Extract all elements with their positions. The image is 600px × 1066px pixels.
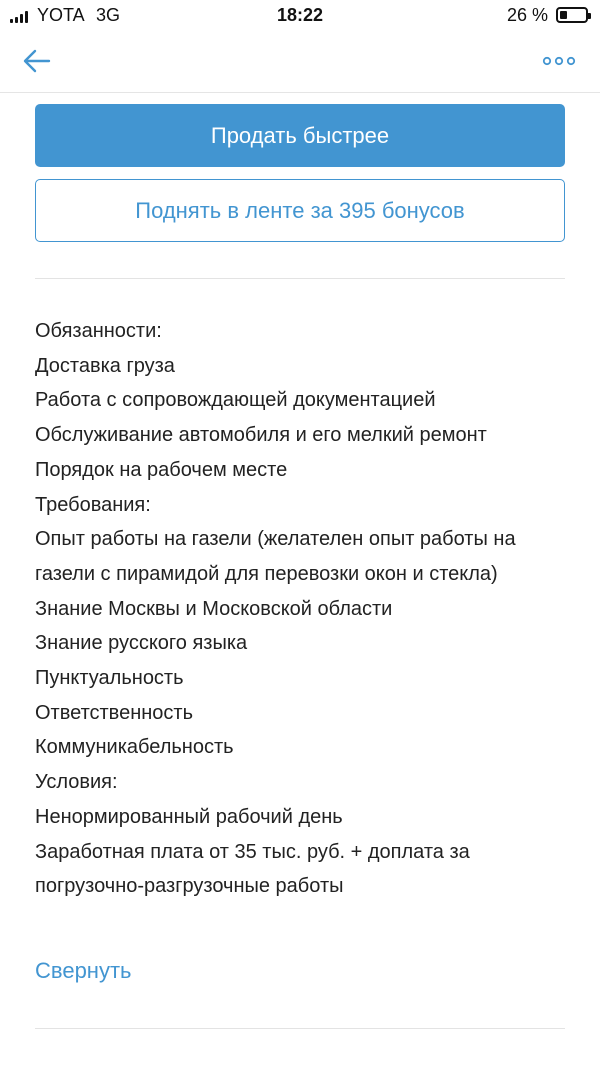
- sell-faster-button[interactable]: Продать быстрее: [35, 104, 565, 167]
- description-line: Опыт работы на газели (желателен опыт работы на: [35, 528, 516, 551]
- description-line: Обязанности:: [35, 320, 162, 342]
- navigation-bar: [0, 32, 600, 93]
- network-type: 3G: [96, 5, 121, 25]
- clock: 18:22: [276, 5, 324, 25]
- collapse-link[interactable]: Свернуть: [35, 958, 132, 983]
- battery-icon: [556, 7, 588, 23]
- description-line: Знание Москвы и Московской области: [35, 597, 393, 620]
- divider: [35, 278, 565, 279]
- job-description: [35, 314, 565, 904]
- description-line: Ненормированный рабочий день: [35, 805, 343, 828]
- description-line: Условия:: [35, 771, 118, 794]
- battery-percent: 26 %: [506, 5, 548, 25]
- back-button[interactable]: [22, 48, 52, 74]
- description-line: Требования:: [35, 493, 151, 516]
- description-line: Работа с сопровождающей документацией: [35, 389, 436, 412]
- description-line: газели с пирамидой для перевозки окон и стекла): [35, 562, 498, 585]
- status-bar: [0, 0, 600, 32]
- more-horizontal-icon: [542, 48, 576, 74]
- description-line: погрузочно-разгрузочные работы: [35, 875, 344, 898]
- divider: [35, 1028, 565, 1029]
- more-options-button[interactable]: [542, 48, 576, 74]
- arrow-left-icon: [22, 48, 52, 74]
- description-line: Заработная плата от 35 тыс. руб. + доплата за: [35, 840, 470, 863]
- carrier-name: YOTA: [37, 5, 85, 25]
- description-line: Пунктуальность: [35, 667, 184, 690]
- description-line: Коммуникабельность: [35, 736, 234, 759]
- boost-in-feed-button[interactable]: Поднять в ленте за 395 бонусов: [35, 179, 565, 242]
- description-line: Доставка груза: [35, 354, 175, 377]
- description-line: Порядок на рабочем месте: [35, 458, 288, 481]
- description-line: Ответственность: [35, 701, 193, 724]
- description-line: Обслуживание автомобиля и его мелкий ремонт: [35, 424, 487, 447]
- description-line: Знание русского языка: [35, 632, 248, 655]
